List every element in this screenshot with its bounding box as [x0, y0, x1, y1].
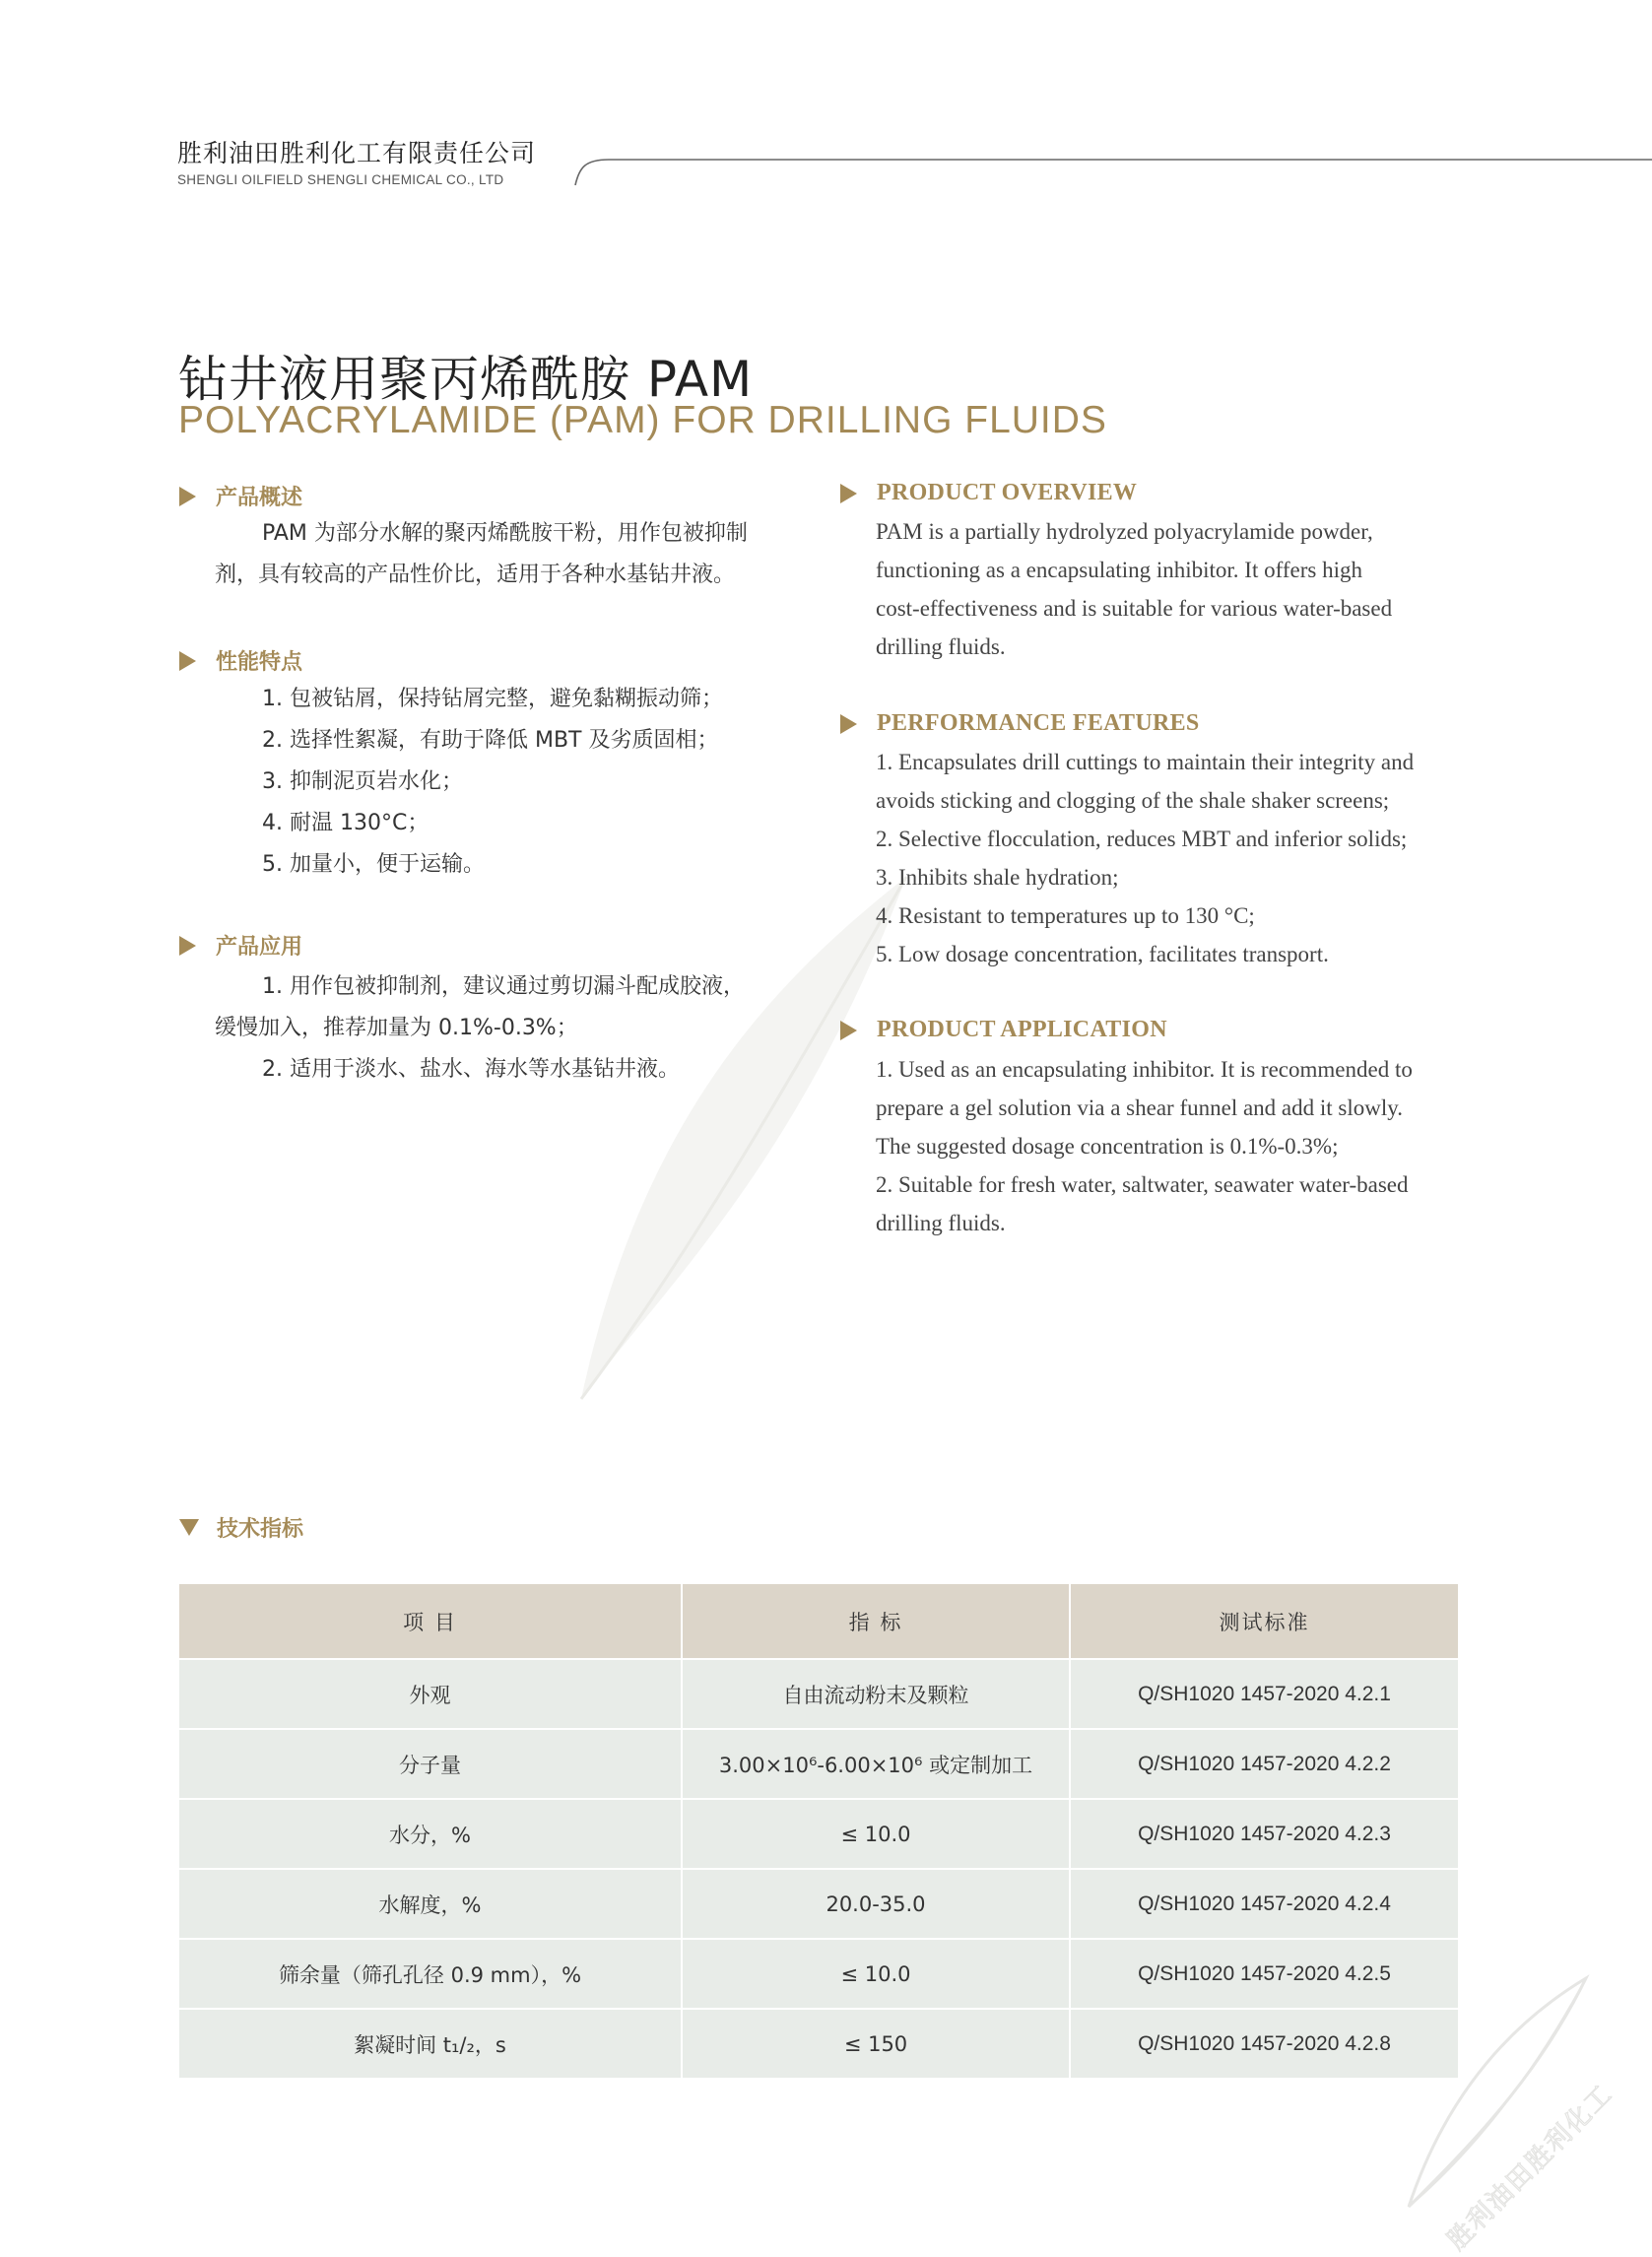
column-header-standard: 测试标准: [1070, 1584, 1458, 1659]
section-title-overview-cn: 产品概述: [179, 481, 302, 511]
list-item: 1. Used as an encapsulating inhibitor. It is recommended to: [876, 1057, 1413, 1082]
text-line: 剂，具有较高的产品性价比，适用于各种水基钻井液。: [215, 563, 736, 587]
list-item: avoids sticking and clogging of the shale shaker screens;: [876, 788, 1390, 813]
table-cell: Q/SH1020 1457-2020 4.2.4: [1070, 1869, 1458, 1939]
list-item: prepare a gel solution via a shear funnel and add it slowly.: [876, 1095, 1404, 1120]
table-cell: ≤ 150: [682, 2009, 1070, 2079]
list-item: 缓慢加入，推荐加量为 0.1%-0.3%；: [215, 1016, 578, 1040]
table-cell: 絮凝时间 t₁/₂，s: [179, 2009, 682, 2079]
list-item: 2. 适用于淡水、盐水、海水等水基钻井液。: [262, 1057, 680, 1082]
triangle-bullet-icon: [179, 487, 196, 506]
column-header-item: 项 目: [179, 1584, 682, 1659]
table-row: [179, 1869, 1458, 1939]
table-cell: 筛余量（筛孔孔径 0.9 mm），%: [179, 1939, 682, 2009]
table-cell: ≤ 10.0: [682, 1799, 1070, 1869]
table-cell: 分子量: [179, 1729, 682, 1799]
column-header-index: 指 标: [682, 1584, 1070, 1659]
triangle-bullet-icon: [840, 714, 857, 734]
list-item: 2. 选择性絮凝，有助于降低 MBT 及劣质固相；: [262, 728, 719, 753]
table-row: [179, 1659, 1458, 1729]
company-logo-watermark-icon: [1369, 1960, 1652, 2257]
list-item: The suggested dosage concentration is 0.1%-0.3%;: [876, 1134, 1339, 1159]
table-row: [179, 1729, 1458, 1799]
text-line: cost-effectiveness and is suitable for various water-based: [876, 596, 1393, 621]
section-title-spec: 技术指标: [179, 1512, 303, 1543]
overview-text-en: [876, 512, 1458, 666]
table-cell: Q/SH1020 1457-2020 4.2.8: [1070, 2009, 1458, 2079]
features-list-cn: [215, 679, 723, 886]
table-row: [179, 1799, 1458, 1869]
table-cell: ≤ 10.0: [682, 1939, 1070, 2009]
triangle-bullet-icon: [840, 484, 857, 503]
list-item: 1. 用作包被抑制剂，建议通过剪切漏斗配成胶液，: [262, 974, 745, 999]
application-list-cn: [215, 966, 745, 1091]
list-item: 4. Resistant to temperatures up to 130 °C;: [876, 903, 1255, 928]
table-cell: Q/SH1020 1457-2020 4.2.1: [1070, 1659, 1458, 1729]
spec-table: [179, 1584, 1458, 2080]
page-title-cn: 钻井液用聚丙烯酰胺 PAM: [178, 351, 754, 408]
table-row: [179, 2009, 1458, 2079]
table-cell: 20.0-35.0: [682, 1869, 1070, 1939]
table-cell: 外观: [179, 1659, 682, 1729]
company-name-en: SHENGLI OILFIELD SHENGLI CHEMICAL CO., LTD: [177, 172, 504, 187]
table-row: [179, 1939, 1458, 2009]
list-item: 4. 耐温 130°C；: [262, 811, 430, 835]
features-list-en: [876, 743, 1458, 973]
list-item: 1. Encapsulates drill cuttings to maintain their integrity and: [876, 750, 1415, 774]
section-title-overview-en: PRODUCT OVERVIEW: [840, 480, 1137, 506]
table-cell: 3.00×10⁶-6.00×10⁶ 或定制加工: [682, 1729, 1070, 1799]
list-item: 5. Low dosage concentration, facilitates transport.: [876, 942, 1329, 966]
company-header: [177, 134, 536, 187]
table-cell: 水分，%: [179, 1799, 682, 1869]
text-line: drilling fluids.: [876, 634, 1006, 659]
table-cell: Q/SH1020 1457-2020 4.2.3: [1070, 1799, 1458, 1869]
list-item: 2. Suitable for fresh water, saltwater, seawater water-based: [876, 1172, 1409, 1197]
text-line: functioning as a encapsulating inhibitor. It offers high: [876, 558, 1362, 582]
list-item: 2. Selective flocculation, reduces MBT and inferior solids;: [876, 827, 1408, 851]
section-title-application-en: PRODUCT APPLICATION: [840, 1017, 1167, 1043]
company-name-cn: 胜利油田胜利化工有限责任公司: [177, 139, 537, 167]
text-line: PAM 为部分水解的聚丙烯酰胺干粉，用作包被抑制: [262, 521, 748, 546]
table-header-row: [179, 1584, 1458, 1659]
table-cell: Q/SH1020 1457-2020 4.2.5: [1070, 1939, 1458, 2009]
text-line: PAM is a partially hydrolyzed polyacrylamide powder,: [876, 519, 1373, 544]
triangle-down-bullet-icon: [179, 1519, 199, 1536]
section-title-application-cn: 产品应用: [179, 930, 302, 961]
list-item: drilling fluids.: [876, 1211, 1006, 1235]
table-cell: Q/SH1020 1457-2020 4.2.2: [1070, 1729, 1458, 1799]
triangle-bullet-icon: [179, 651, 196, 671]
page-title-en: POLYACRYLAMIDE (PAM) FOR DRILLING FLUIDS: [178, 399, 1107, 441]
list-item: 1. 包被钻屑，保持钻屑完整，避免黏糊振动筛；: [262, 687, 723, 711]
header-divider-line: [573, 148, 1652, 187]
section-title-features-en: PERFORMANCE FEATURES: [840, 710, 1200, 737]
watermark-text: 胜利油田胜利化工: [1441, 2079, 1619, 2256]
overview-text-cn: [215, 513, 748, 596]
section-title-features-cn: 性能特点: [179, 645, 302, 676]
triangle-bullet-icon: [179, 936, 196, 956]
table-cell: 水解度，%: [179, 1869, 682, 1939]
triangle-bullet-icon: [840, 1021, 857, 1040]
table-cell: 自由流动粉末及颗粒: [682, 1659, 1070, 1729]
list-item: 3. 抑制泥页岩水化；: [262, 769, 463, 794]
list-item: 5. 加量小，便于运输。: [262, 852, 485, 877]
application-list-en: [876, 1050, 1458, 1242]
leaf-watermark-icon: [552, 867, 926, 1419]
list-item: 3. Inhibits shale hydration;: [876, 865, 1119, 890]
